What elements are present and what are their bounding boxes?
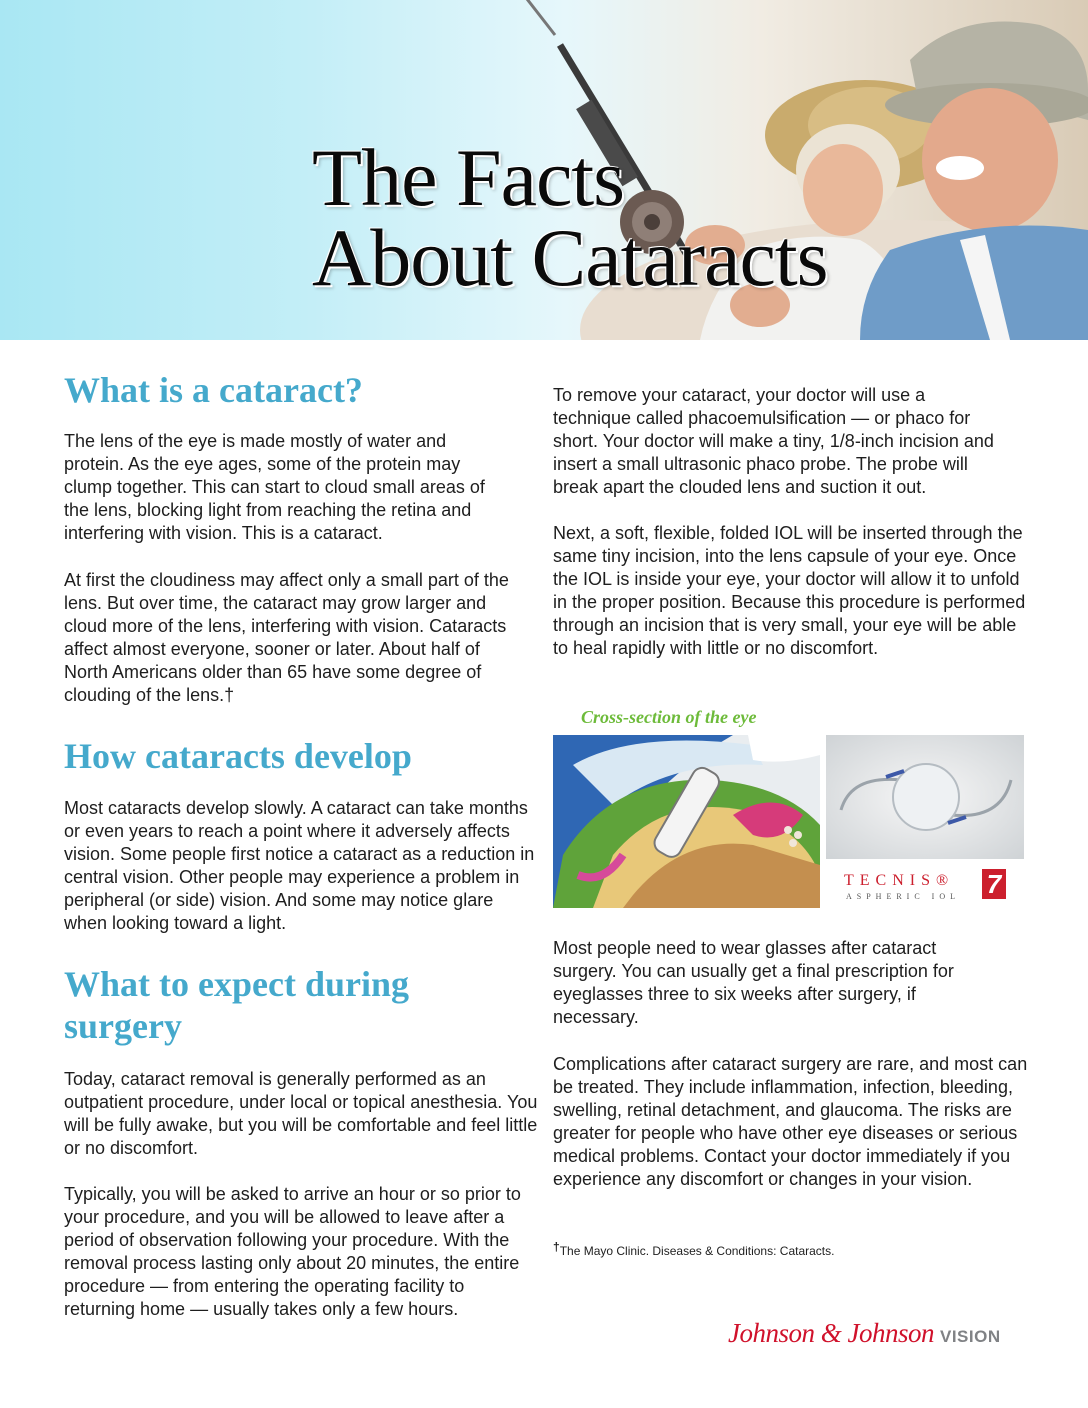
paragraph-complications: Complications after cataract surgery are rare, and most can be treated. They include inflammation, infection, bleeding, swelling, retinal detachment, and glaucoma. The risks are greater for people who have other eye diseases or serious medical problems. Contact your doctor immediately if you experience any discomfort or changes in your vision. [553,1054,1028,1189]
tecnis-subtitle: ASPHERIC IOL [846,892,961,901]
paragraph-cloudiness: At first the cloudiness may affect only a small part of the lens. But over time, the cataract may grow larger and cloud more of the lens, interfering with vision. Cataracts affect almost everyone, sooner or later. About half of North Americans older than 65 have some degree of clouding of the lens.† [64,570,509,705]
footnote-dagger: † [553,1240,560,1254]
brand-vision: VISION [939,1327,1001,1346]
iol-lens-photo [826,735,1024,859]
paragraph-phaco: To remove your cataract, your doctor will use a technique called phacoemulsification — or phaco for short. Your doctor will make a tiny, 1/8-inch incision and insert a small ultrasonic phaco probe. The probe will break apart the clouded lens and suction it out. [553,385,994,497]
footnote-text: The Mayo Clinic. Diseases & Conditions: Cataracts. [559,1244,835,1258]
header-banner [0,0,1088,340]
title-line-1: The Facts [312,132,625,223]
figure-caption: Cross-section of the eye [581,707,757,727]
paragraph-outpatient: Today, cataract removal is generally performed as an outpatient procedure, under local or topical anesthesia. You will be fully awake, but you will be comfortable and feel little or no discomfort. [64,1069,538,1158]
footnote [553,1240,834,1258]
heading-what-to-expect: What to expect during surgery [64,964,409,1046]
paragraph-lens-of-eye: The lens of the eye is made mostly of water and protein. As the eye ages, some of the protein may clump together. This can start to cloud small areas of the lens, blocking light from reaching the retina and interfering with vision. This is a cataract. [64,431,485,543]
heading-how-cataracts-develop: How cataracts develop [64,736,412,776]
tecnis-logo [826,862,1024,908]
heading-what-is-cataract: What is a cataract? [64,370,363,410]
tecnis-wordmark: TECNIS® [844,872,955,889]
eye-cross-section-illustration [553,735,820,908]
page-title [312,132,828,303]
brand-script: Johnson & Johnson [728,1318,934,1348]
title-line-2: About Cataracts [312,212,828,303]
paragraph-develop-slowly: Most cataracts develop slowly. A cataract can take months or even years to reach a point where it adversely affects vision. Some people first notice a cataract as a reduction in central vision. Other people may experience a problem in peripheral (or side) vision. And some may notice glare when looking toward a light. [64,798,535,933]
paragraph-iol-insertion: Next, a soft, flexible, folded IOL will be inserted through the same tiny incision, into the lens capsule of your eye. Once the IOL is inside your eye, your doctor will allow it to unfold in the proper position. Because this procedure is performed through an incision that is very small, your eye will be able to heal rapidly with little or no discomfort. [553,523,1026,658]
paragraph-glasses-after: Most people need to wear glasses after cataract surgery. You can usually get a final prescription for eyeglasses three to six weeks after surgery, if necessary. [553,938,954,1027]
paragraph-arrive-early: Typically, you will be asked to arrive an hour or so prior to your procedure, and you will be allowed to leave after a period of observation following your procedure. With the removal process lasting only about 20 minutes, the entire procedure — from entering the operating facility to returning home — usually takes only a few hours. [64,1184,521,1319]
johnson-johnson-vision-logo [728,1318,1001,1349]
tecnis-7-mark: 7 [982,869,1006,899]
